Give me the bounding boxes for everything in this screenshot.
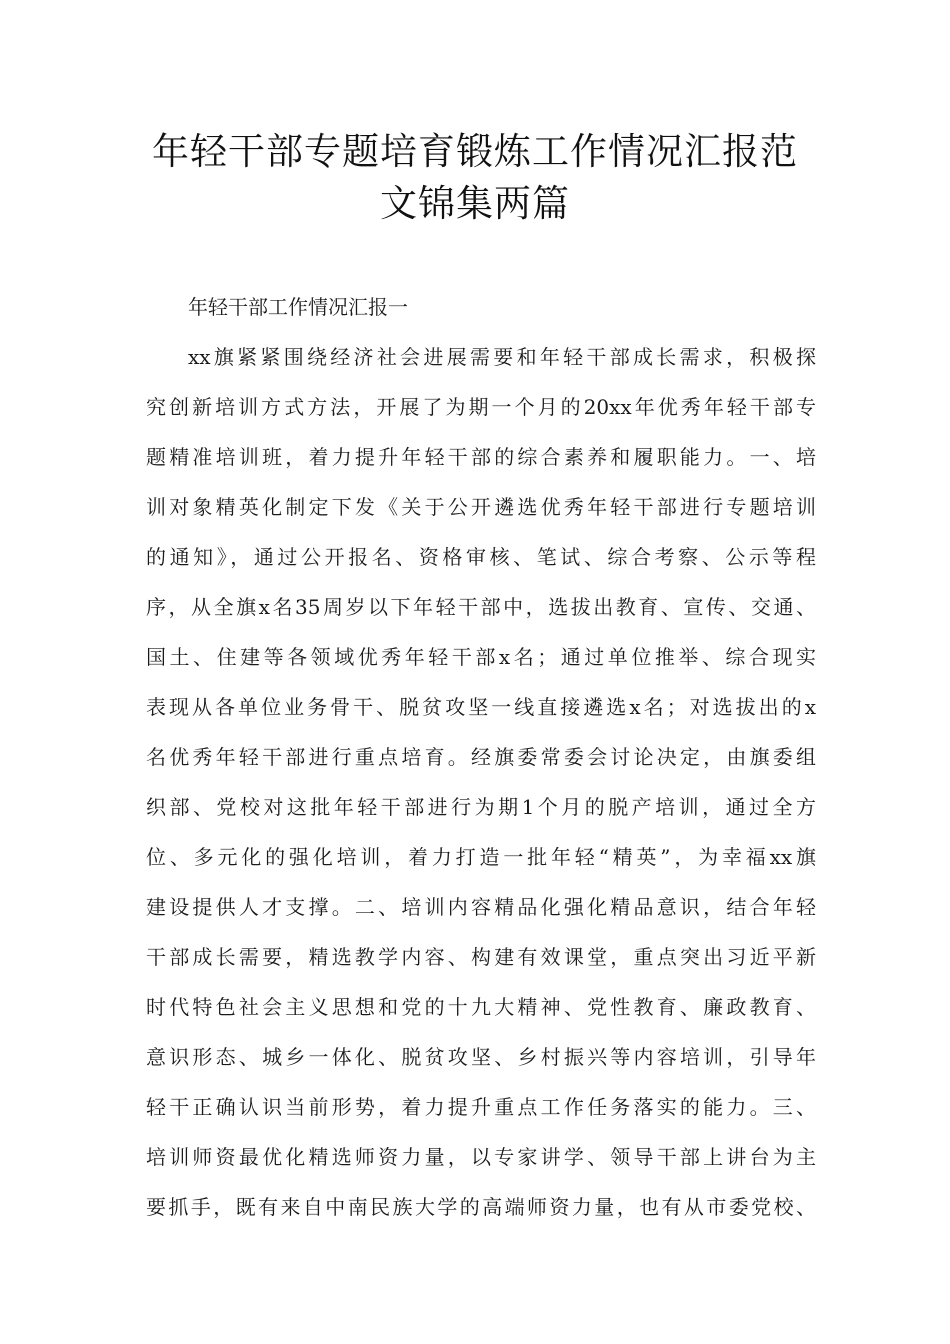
paragraph-line: 干部成长需要，精选教学内容、构建有效课堂，重点突出习近平新 [146, 945, 816, 969]
title-line-2: 文锦集两篇 [380, 182, 570, 225]
document-title [100, 126, 850, 230]
paragraph-line: 表现从各单位业务骨干、脱贫攻坚一线直接遴选x名；对选拔出的x [146, 695, 816, 719]
paragraph-line: 意识形态、城乡一体化、脱贫攻坚、乡村振兴等内容培训，引导年 [146, 1045, 816, 1069]
paragraph-line: 轻干正确认识当前形势，着力提升重点工作任务落实的能力。三、 [146, 1095, 816, 1119]
paragraph-line: 要抓手，既有来自中南民族大学的高端师资力量，也有从市委党校、 [146, 1195, 816, 1219]
paragraph-line: 名优秀年轻干部进行重点培育。经旗委常委会讨论决定，由旗委组 [146, 745, 816, 769]
paragraph-line: 时代特色社会主义思想和党的十九大精神、党性教育、廉政教育、 [146, 995, 816, 1019]
paragraph-line: 训对象精英化制定下发《关于公开遴选优秀年轻干部进行专题培训 [146, 495, 816, 519]
paragraph-line: xx旗紧紧围绕经济社会进展需要和年轻干部成长需求，积极探 [188, 345, 816, 369]
paragraph-line: 题精准培训班，着力提升年轻干部的综合素养和履职能力。一、培 [146, 445, 816, 469]
paragraph-line: 国土、住建等各领域优秀年轻干部x名；通过单位推举、综合现实 [146, 645, 816, 669]
document-body [146, 282, 816, 1232]
paragraph-line: 建设提供人才支撑。二、培训内容精品化强化精品意识，结合年轻 [146, 895, 816, 919]
paragraph-line: 培训师资最优化精选师资力量，以专家讲学、领导干部上讲台为主 [146, 1145, 816, 1169]
paragraph-line: 位、多元化的强化培训，着力打造一批年轻“精英”，为幸福xx旗 [146, 845, 816, 869]
paragraph-line: 序，从全旗x名35周岁以下年轻干部中，选拔出教育、宣传、交通、 [146, 595, 816, 619]
title-line-1: 年轻干部专题培育锻炼工作情况汇报范 [152, 130, 798, 173]
paragraph-line: 的通知》，通过公开报名、资格审核、笔试、综合考察、公示等程 [146, 545, 816, 569]
paragraph-line: 织部、党校对这批年轻干部进行为期1个月的脱产培训，通过全方 [146, 795, 816, 819]
paragraph-line: 究创新培训方式方法，开展了为期一个月的20xx年优秀年轻干部专 [146, 395, 816, 419]
section-heading: 年轻干部工作情况汇报一 [188, 295, 408, 319]
